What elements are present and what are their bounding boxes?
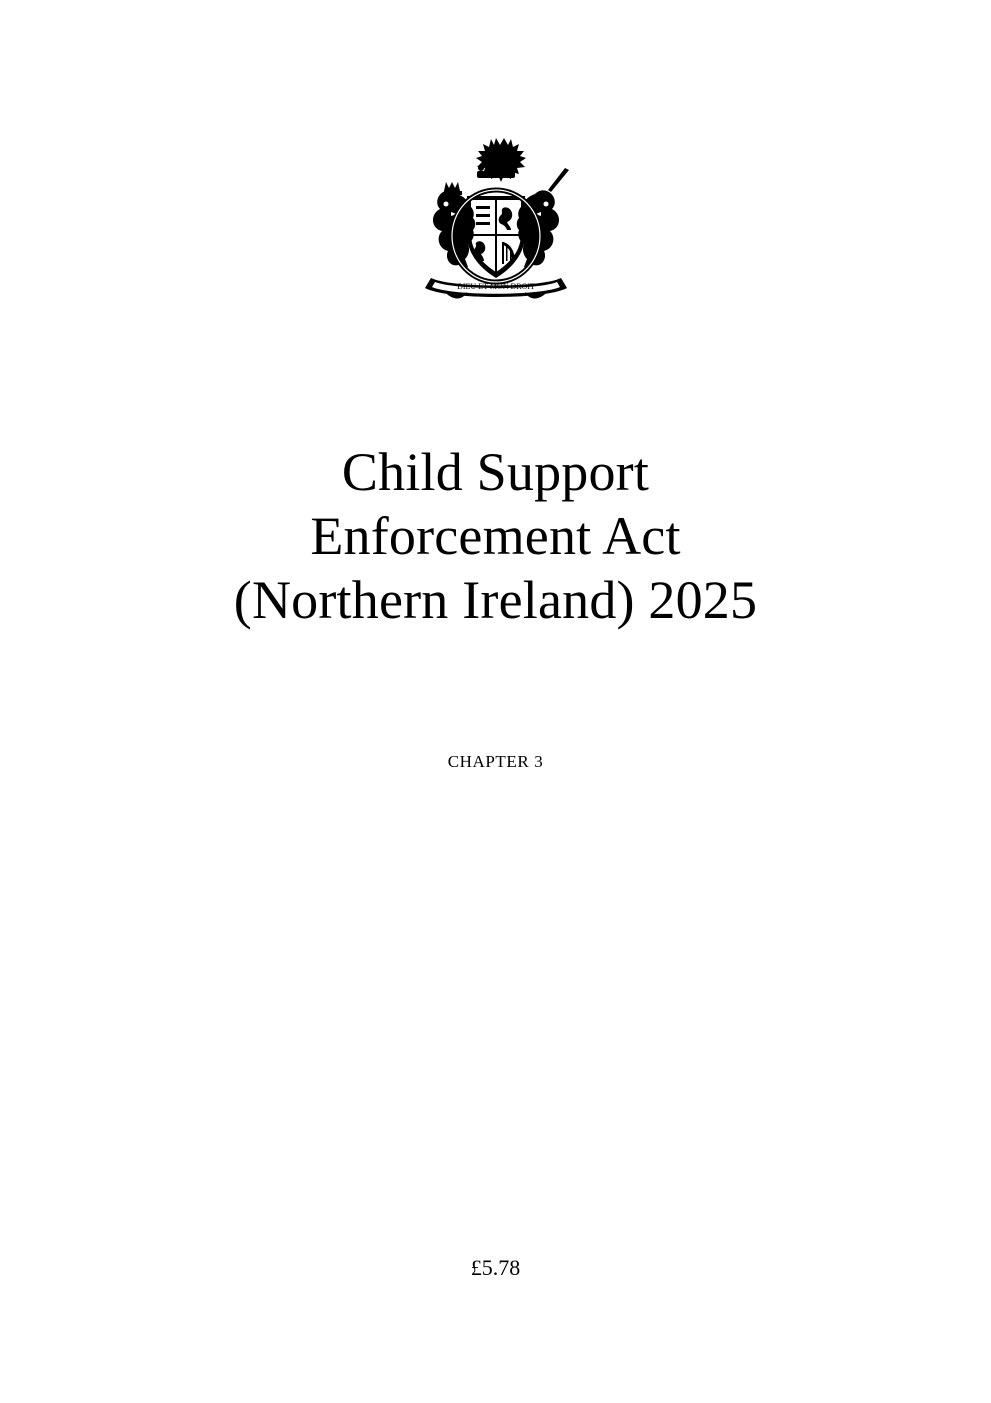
page-title (0, 440, 991, 632)
price-label: £5.78 (470, 1255, 521, 1280)
svg-text:DIEU ET MON DROIT: DIEU ET MON DROIT (456, 282, 535, 291)
title-line-3: (Northern Ireland) 2025 (233, 570, 758, 630)
chapter-label: CHAPTER 3 (447, 752, 544, 771)
coat-of-arms-container (0, 130, 991, 330)
title-line-1: Child Support (341, 442, 650, 502)
royal-coat-of-arms-icon (391, 130, 601, 330)
title-line-2: Enforcement Act (310, 506, 681, 566)
